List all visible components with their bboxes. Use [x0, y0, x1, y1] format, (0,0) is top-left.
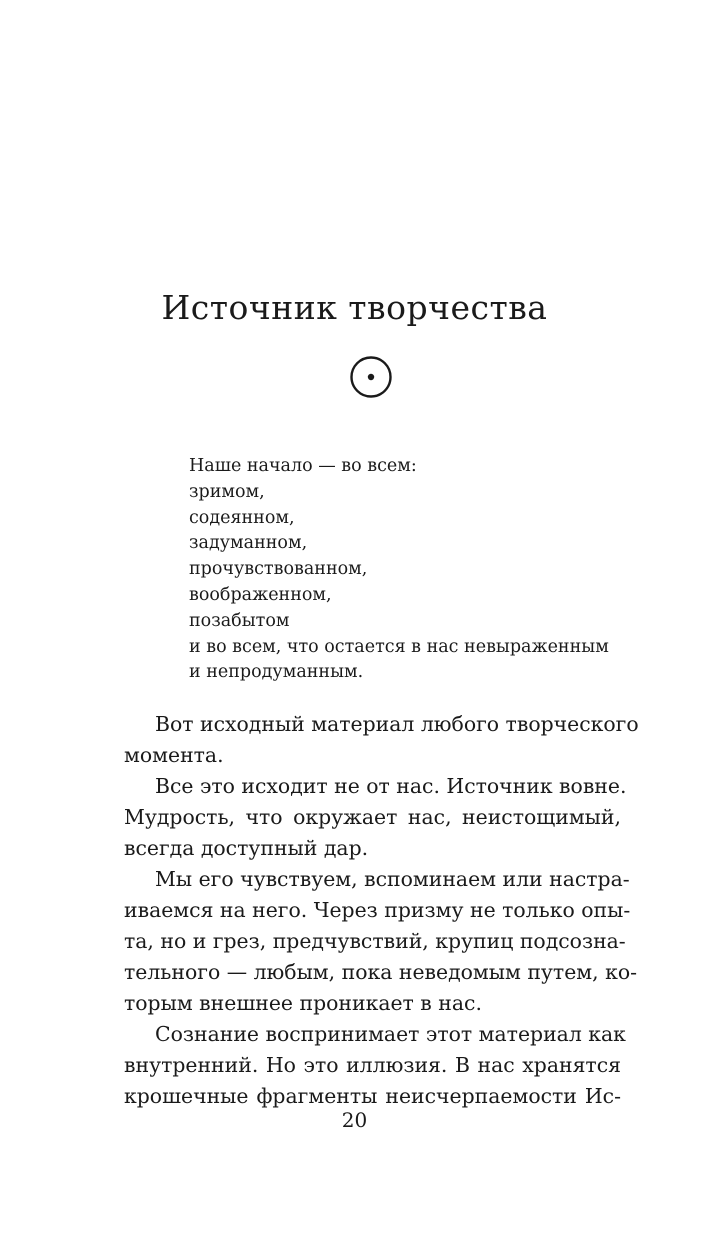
epigraph-line: задуманном, [189, 533, 308, 554]
text-line: внутренний. Но это иллюзия. В нас хранятся [124, 1053, 621, 1077]
body-text [124, 709, 639, 1112]
text-line: та, но и грез, предчувствий, крупиц подсозна- [124, 929, 626, 953]
text-line: тельного — любым, пока неведомым путем, ко- [124, 960, 638, 984]
text-line: иваемся на него. Через призму не только опы- [124, 898, 631, 922]
text-line: Сознание воспринимает этот материал как [155, 1022, 626, 1046]
text-line: всегда доступный дар. [124, 836, 369, 860]
text-line: Мы его чувствуем, вспоминаем или настра- [155, 867, 630, 891]
page-number: 20 [341, 1108, 368, 1132]
epigraph-line: воображенном, [189, 584, 332, 605]
text-line: Все это исходит не от нас. Источник вовне. [155, 774, 627, 798]
epigraph-line: и непродуманным. [189, 662, 364, 683]
paragraph [124, 709, 639, 771]
text-line: Вот исходный материал любого творческого [155, 712, 639, 736]
paragraph [124, 1019, 626, 1112]
paragraph [124, 864, 638, 1019]
epigraph-line: прочувствованном, [189, 559, 368, 580]
chapter-title: Источник творчества [161, 288, 548, 327]
epigraph-line: зримом, [189, 481, 265, 502]
text-line: Мудрость, что окружает нас, неистощимый, [124, 805, 621, 829]
epigraph-line: содеянном, [189, 507, 295, 528]
text-line: крошечные фрагменты неисчерпаемости Ис- [124, 1084, 621, 1108]
epigraph [189, 454, 639, 686]
text-line: момента. [124, 743, 224, 767]
circled-dot-icon [350, 356, 392, 398]
paragraph [124, 771, 627, 864]
epigraph-line: и во всем, что остается в нас невыраженным [189, 636, 609, 657]
text-line: торым внешнее проникает в нас. [124, 991, 482, 1015]
epigraph-line: Наше начало — во всем: [189, 456, 417, 476]
epigraph-line: позабытом [189, 610, 290, 631]
